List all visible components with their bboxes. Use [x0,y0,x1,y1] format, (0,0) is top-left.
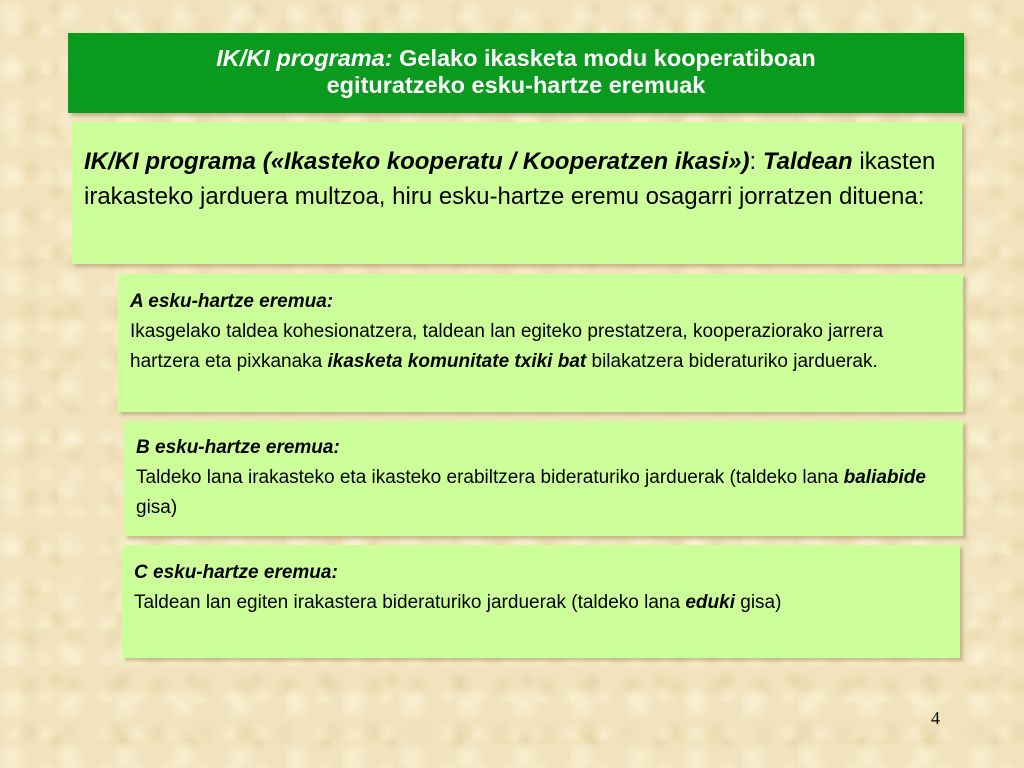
intro-heading: IK/KI programa («Ikasteko kooperatu / Kooperatzen ikasi») [84,148,750,175]
section-c-emphasis: eduki [685,592,735,613]
section-b [124,421,963,536]
section-a-heading: A esku-hartze eremua: [130,291,334,312]
intro-text: ikasten irakasteko jarduera multzoa, hiru esku-hartze eremu osagarri jorratzen dituena: [84,148,936,210]
intro-colon: : [749,148,757,175]
section-a-emphasis: ikasketa komunitate txiki bat [327,351,587,372]
title-line-2: egituratzeko esku-hartze eremuak [326,72,706,98]
section-a-text-before: Ikasgelako taldea kohesionatzera, taldean lan egiteko prestatzera, kooperaziorako jarrera hartzera eta pixkanaka [130,321,884,372]
section-c-text-before: Taldean lan egiten irakastera bideraturiko jarduerak (taldeko lana [134,592,686,613]
section-a-body [130,317,951,377]
section-c-text-after: gisa) [734,592,782,613]
section-b-body [136,463,951,523]
section-a [118,274,963,412]
section-b-text-after: gisa) [136,497,178,518]
slide-title [68,33,964,113]
section-b-emphasis: baliabide [843,467,926,488]
section-c-heading: C esku-hartze eremua: [134,562,338,583]
section-c-body [134,588,948,618]
section-a-text-after: bilakatzera bideraturiko jarduerak. [586,351,878,372]
title-line-1 [68,45,964,72]
section-c [122,545,960,658]
intro-box [72,122,962,264]
title-prefix: IK/KI programa: [216,45,393,71]
section-b-heading: B esku-hartze eremua: [136,437,340,458]
section-b-text-before: Taldeko lana irakasteko eta ikasteko erabiltzera bideraturiko jarduerak (taldeko lana [136,467,844,488]
title-line1-rest: Gelako ikasketa modu kooperatiboan [392,45,816,71]
page-number: 4 [931,708,940,728]
intro-emphasis: Taldean [762,148,853,175]
